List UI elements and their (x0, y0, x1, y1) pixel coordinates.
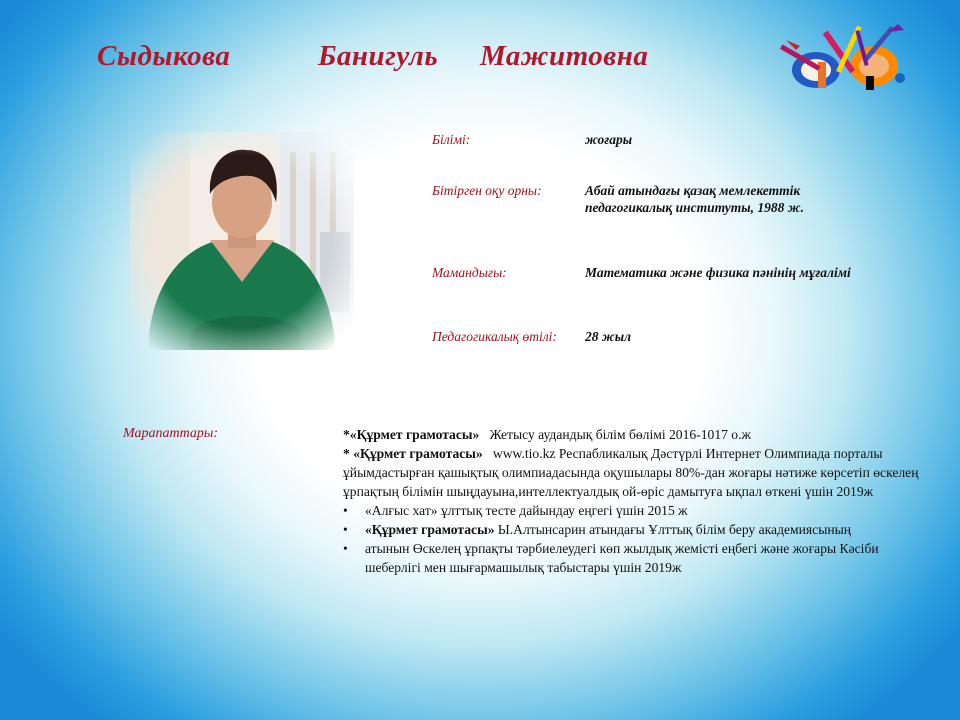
teacher-photo (130, 132, 354, 350)
award-text: атынын Өскелең ұрпақты тәрбиелеудегі көп жылдық жемісті еңбегі және жоғары Кәсіби шеберлігі мен шығармашылық табыстары үшін 2019ж (365, 541, 879, 575)
bullet-icon: • (343, 541, 348, 556)
experience-label: Педагогикалық өтілі: (432, 329, 557, 344)
specialty-label: Мамандығы: (432, 265, 507, 280)
specialty-value: Математика және физика пәнінің мұғалімі (585, 265, 851, 280)
awards-list (343, 425, 933, 577)
stationery-logo-icon (776, 20, 918, 92)
bullet-icon: • (343, 503, 348, 518)
patronymic: Мажитовна (480, 40, 649, 72)
education-label: Білімі: (432, 132, 471, 147)
surname: Сыдыкова (97, 40, 231, 72)
award-item (343, 539, 933, 577)
first-name: Банигуль (318, 40, 439, 72)
bullet-icon: • (343, 522, 348, 537)
award-item (343, 520, 933, 539)
award-text: www.tio.kz Респабликалық Дәстүрлі Интернет Олимпиада порталы ұйымдастырған қашықтық олимпиадасында оқушылары 80%-дан жоғары нәтиже көрсетіп өскелең ұрпақтың білімін шыңдауына,интеллектуалдық ой-өріс дамытуға ықпал өткені үшін 2019ж (343, 446, 919, 499)
education-value: жоғары (585, 132, 633, 147)
graduated-label: Бітірген оқу орны: (432, 183, 542, 198)
award-item (343, 444, 933, 501)
award-text: «Алғыс хат» ұлттық тесте дайындау еңгегі үшін 2015 ж (365, 503, 688, 518)
award-title: «Құрмет грамотасы» (365, 522, 495, 537)
award-title: * «Құрмет грамотасы» (343, 446, 483, 461)
awards-label: Марапаттары: (123, 426, 218, 441)
award-item (343, 501, 933, 520)
award-title: *«Құрмет грамотасы» (343, 427, 480, 442)
experience-value: 28 жыл (585, 329, 632, 344)
graduated-value: Абай атындағы қазақ мемлекеттік педагогикалық институты, 1988 ж. (585, 183, 804, 215)
award-item (343, 425, 933, 444)
award-text: Ы.Алтынсарин атындағы Ұлттық білім беру академиясының (497, 522, 852, 537)
award-text: Жетысу аудандық білім бөлімі 2016-1017 о.ж (489, 427, 751, 442)
